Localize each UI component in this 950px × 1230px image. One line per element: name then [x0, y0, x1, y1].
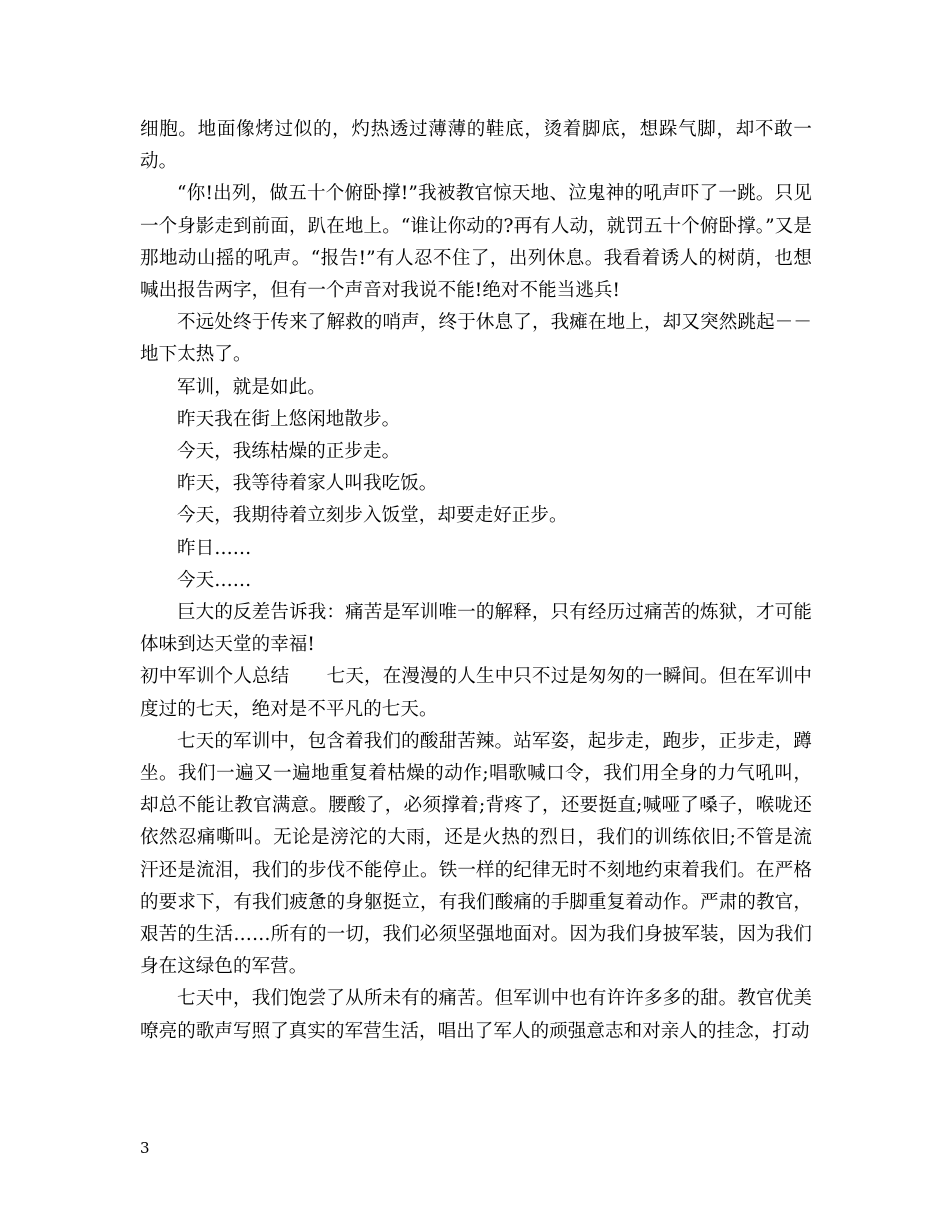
paragraph-1: 细胞。地面像烤过似的，灼热透过薄薄的鞋底，烫着脚底，想跺气脚，却不敢一动。 [140, 119, 812, 173]
section-heading-paragraph: 初中军训个人总结 七天，在漫漫的人生中只不过是匆匆的一瞬间。但在军训中度过的七天，绝对是不平凡的七天。 [140, 666, 812, 720]
paragraph-3: 不远处终于传来了解救的哨声，终于休息了，我瘫在地上，却又突然跳起－－地下太热了。 [140, 312, 812, 366]
paragraph-14: 七天中，我们饱尝了从所未有的痛苦。但军训中也有许许多多的甜。教官优美嘹亮的歌声写照了真实的军营生活，唱出了军人的顽强意志和对亲人的挂念，打动 [140, 988, 812, 1042]
paragraph-13: 七天的军训中，包含着我们的酸甜苦辣。站军姿，起步走，跑步，正步走，蹲坐。我们一遍又一遍地重复着枯燥的动作;唱歌喊口令，我们用全身的力气吼叫，却总不能让教官满意。腰酸了，必须撑着;背疼了，还要挺直;喊哑了嗓子，喉咙还依然忍痛嘶叫。无论是滂沱的大雨，还是火热的烈日，我们的训练依旧;不管是流汗还是流泪，我们的步伐不能停止。铁一样的纪律无时不刻地约束着我们。在严格的要求下，有我们疲惫的身躯挺立，有我们酸痛的手脚重复着动作。严肃的教官，艰苦的生活……所有的一切，我们必须坚强地面对。因为我们身披军装，因为我们身在这绿色的军营。 [140, 730, 812, 978]
paragraph-5: 昨天我在街上悠闲地散步。 [177, 408, 401, 430]
paragraph-11: 巨大的反差告诉我：痛苦是军训唯一的解释，只有经历过痛苦的炼狱，才可能体味到达天堂的幸福! [140, 602, 812, 656]
page-number: 3 [140, 1139, 150, 1157]
paragraph-4: 军训，就是如此。 [177, 376, 326, 398]
paragraph-2: “你!出列，做五十个俯卧撑!”我被教官惊天地、泣鬼神的吼声吓了一跳。只见一个身影走到前面，趴在地上。“谁让你动的?再有人动，就罚五十个俯卧撑。”又是那地动山摇的吼声。“报告!”有人忍不住了，出列休息。我看着诱人的树荫，也想喊出报告两字，但有一个声音对我说不能!绝对不能当逃兵! [140, 183, 812, 302]
paragraph-8: 今天，我期待着立刻步入饭堂，却要走好正步。 [177, 505, 568, 527]
document-body [140, 114, 812, 1048]
paragraph-7: 昨天，我等待着家人叫我吃饭。 [177, 473, 438, 495]
paragraph-6: 今天，我练枯燥的正步走。 [177, 441, 401, 463]
paragraph-9: 昨日…… [177, 537, 252, 559]
paragraph-10: 今天…… [177, 569, 252, 591]
